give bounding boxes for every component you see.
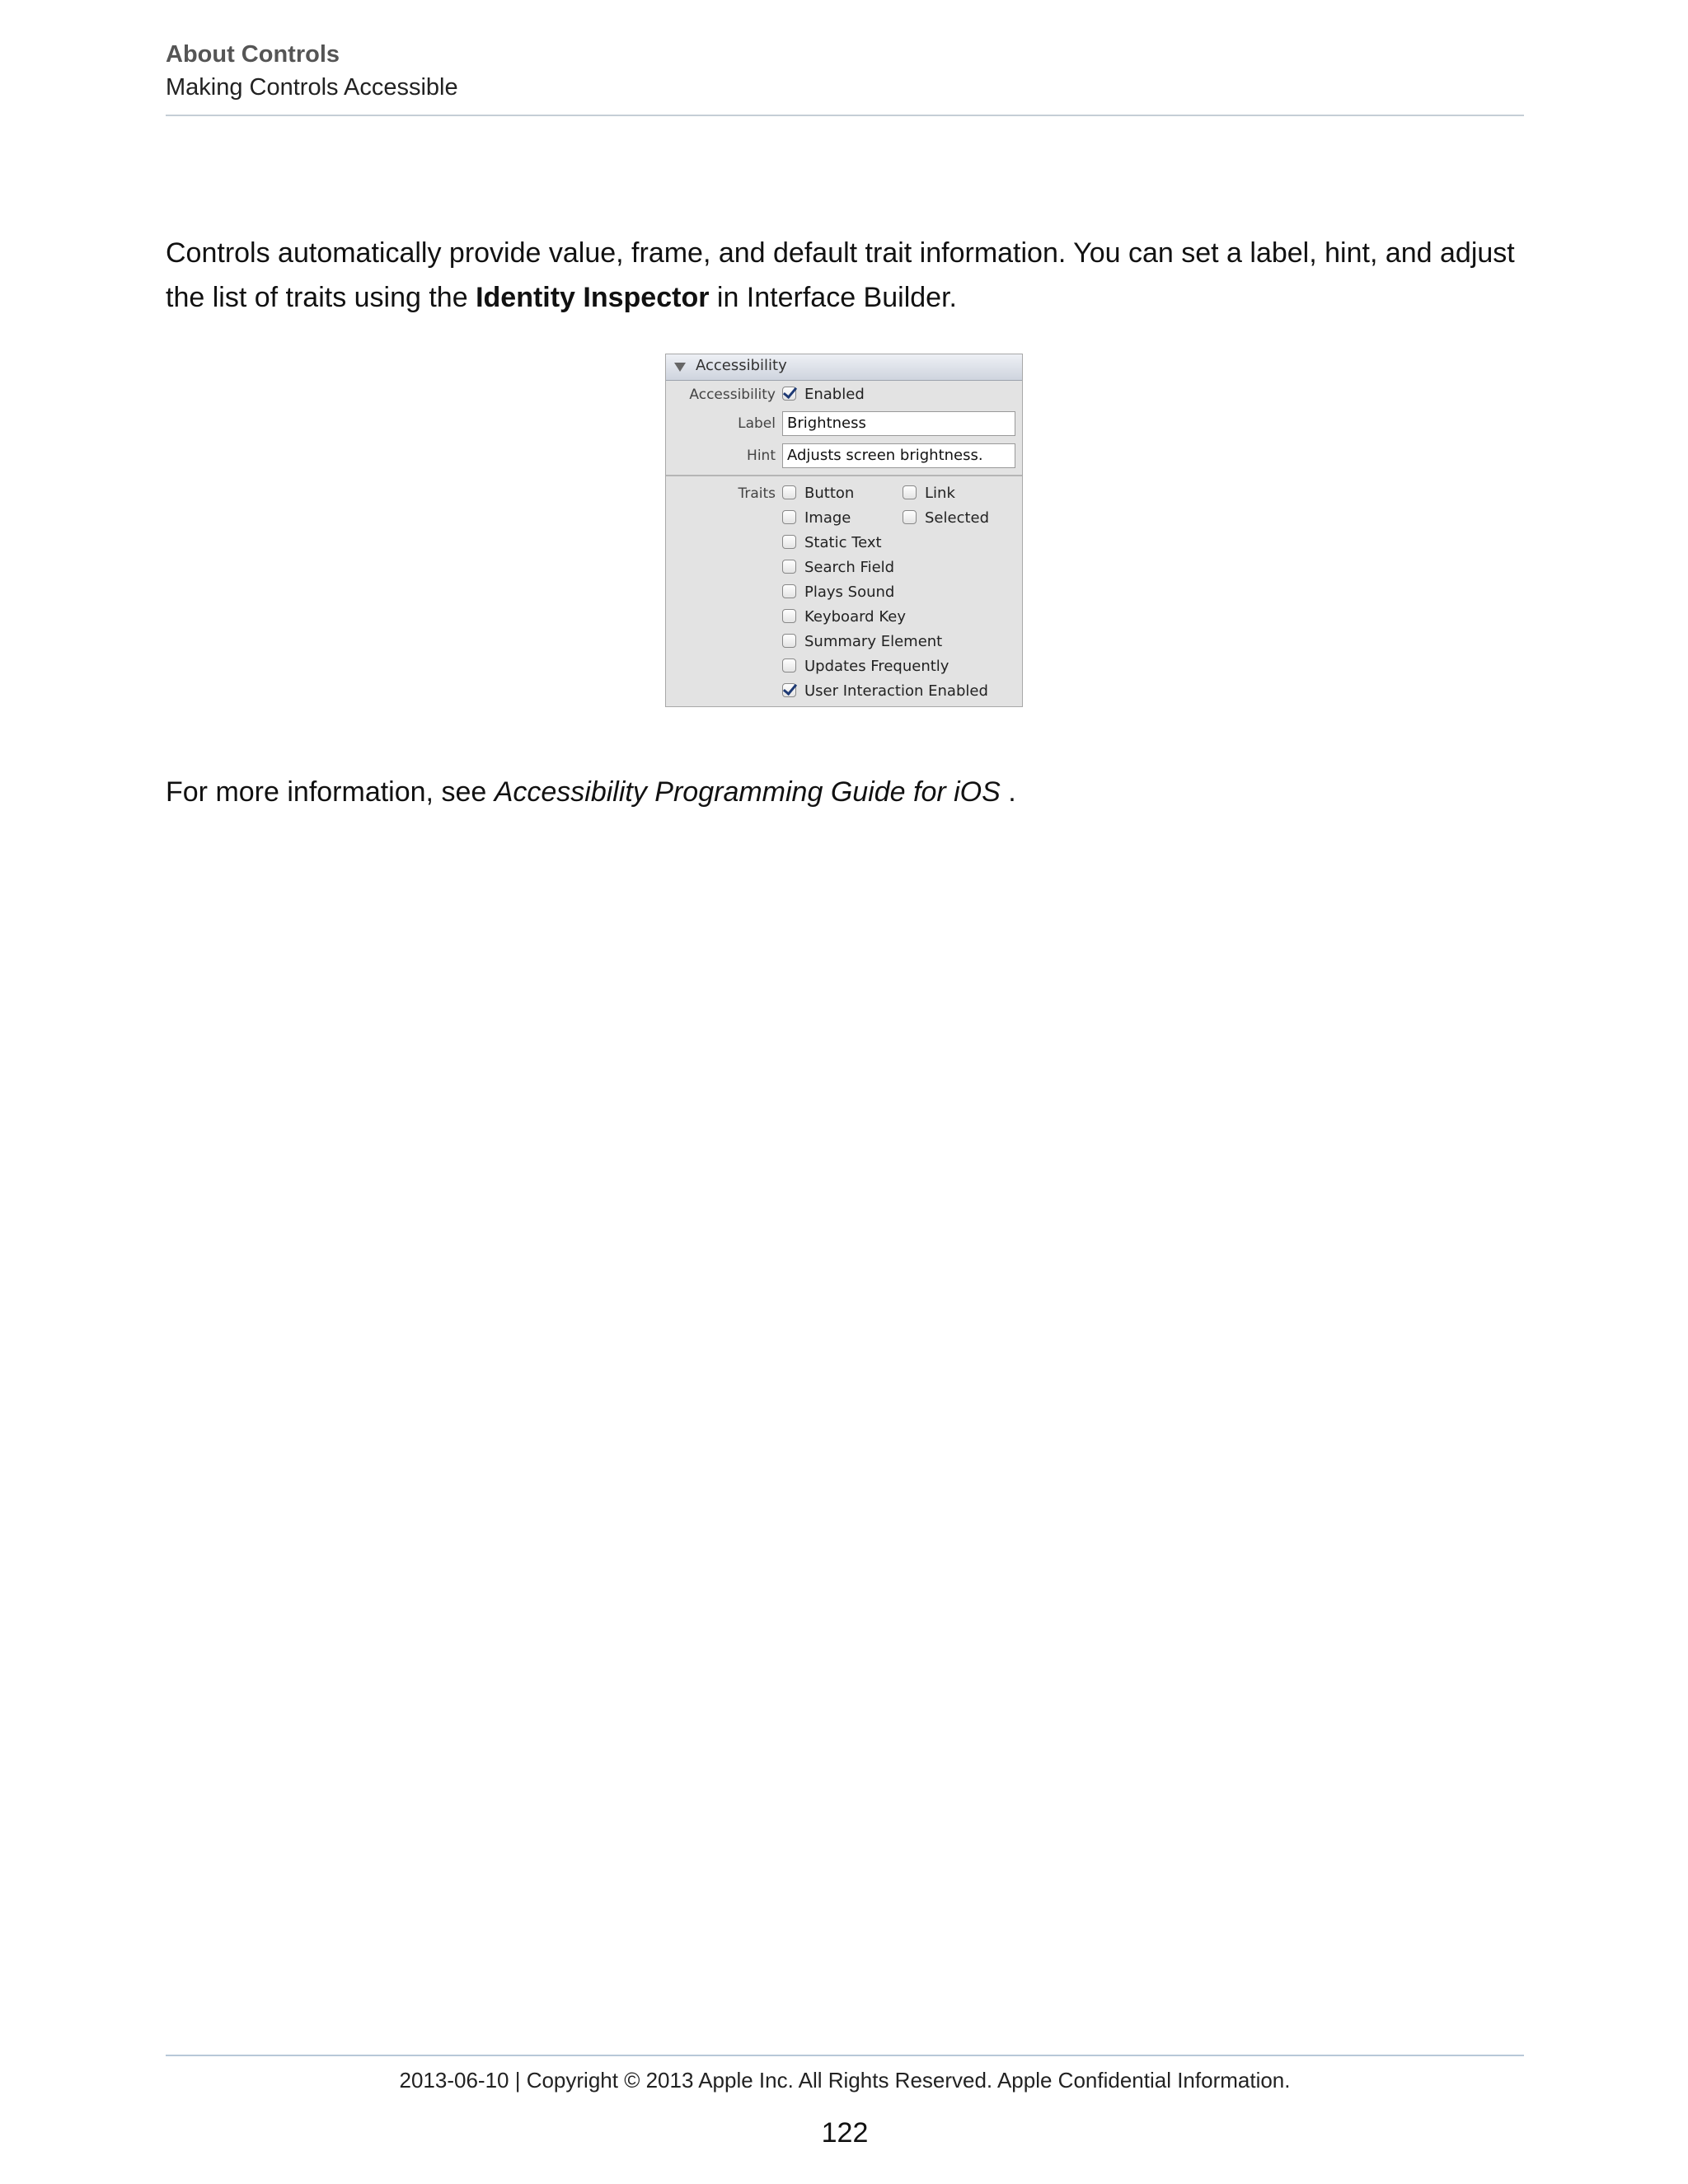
trait-label: Selected (925, 509, 990, 527)
intro-paragraph (166, 231, 1524, 320)
trait-label: Button (804, 485, 855, 502)
checkbox-unchecked-icon (782, 584, 796, 598)
checkbox-unchecked-icon (903, 510, 917, 524)
checkbox-checked-icon (782, 683, 796, 697)
more-info-end: . (1000, 776, 1016, 808)
identity-inspector-term: Identity Inspector (476, 282, 710, 313)
footer-divider (166, 2055, 1524, 2056)
trait-label: User Interaction Enabled (804, 682, 988, 700)
section-title: Making Controls Accessible (166, 74, 458, 101)
intro-text: Controls automatically provide value, frame, and default trait information. You can set a label, hint, and adjust the list of traits using the (166, 237, 1515, 313)
trait-checkbox[interactable] (903, 482, 955, 505)
trait-checkbox[interactable] (782, 532, 882, 555)
trait-checkbox[interactable] (782, 581, 894, 604)
page-number: 122 (821, 2117, 869, 2149)
accessibility-row (666, 382, 1022, 407)
checkbox-unchecked-icon (782, 560, 796, 574)
trait-label: Static Text (804, 534, 882, 551)
trait-checkbox[interactable] (903, 507, 989, 530)
checkbox-checked-icon (782, 387, 796, 401)
hint-row (666, 443, 1022, 468)
accessibility-inspector-figure (665, 354, 1023, 707)
footer-copyright: 2013-06-10 | Copyright © 2013 Apple Inc. All Rights Reserved. Apple Confidential Information. (399, 2068, 1291, 2093)
trait-checkbox[interactable] (782, 507, 851, 530)
label-field[interactable]: Brightness (782, 411, 1015, 436)
checkbox-unchecked-icon (782, 658, 796, 673)
enabled-checkbox[interactable] (782, 383, 865, 406)
accessibility-label: Accessibility (689, 387, 776, 403)
trait-checkbox[interactable] (782, 655, 949, 678)
enabled-label: Enabled (804, 386, 865, 403)
trait-label: Updates Frequently (804, 658, 950, 675)
trait-label: Summary Element (804, 633, 943, 650)
trait-label: Image (804, 509, 851, 527)
checkbox-unchecked-icon (782, 535, 796, 549)
intro-text-end: in Interface Builder. (709, 282, 957, 313)
section-divider (666, 475, 1022, 476)
trait-checkbox[interactable] (782, 630, 942, 654)
label-field-label: Label (738, 415, 776, 432)
guide-link[interactable]: Accessibility Programming Guide for iOS (494, 776, 1001, 808)
trait-label: Search Field (804, 559, 895, 576)
label-row (666, 411, 1022, 436)
checkbox-unchecked-icon (782, 485, 796, 499)
trait-label: Plays Sound (804, 583, 895, 601)
header-divider (166, 115, 1524, 116)
checkbox-unchecked-icon (903, 485, 917, 499)
disclosure-triangle-icon[interactable] (674, 363, 686, 372)
trait-label: Link (925, 485, 955, 502)
accessibility-section-header[interactable] (666, 354, 1022, 381)
more-info-paragraph (166, 770, 1524, 814)
more-info-text: For more information, see (166, 776, 495, 808)
checkbox-unchecked-icon (782, 634, 796, 648)
checkbox-unchecked-icon (782, 609, 796, 623)
page-header (166, 38, 1524, 104)
chapter-title: About Controls (166, 41, 340, 68)
trait-checkbox[interactable] (782, 606, 906, 629)
trait-checkbox[interactable] (782, 482, 854, 505)
trait-checkbox[interactable] (782, 680, 988, 703)
hint-field-label: Hint (747, 448, 776, 464)
trait-checkbox[interactable] (782, 556, 894, 579)
checkbox-unchecked-icon (782, 510, 796, 524)
section-header-title: Accessibility (696, 357, 787, 374)
traits-label: Traits (738, 485, 776, 502)
hint-field[interactable]: Adjusts screen brightness. (782, 443, 1015, 468)
trait-label: Keyboard Key (804, 608, 906, 626)
